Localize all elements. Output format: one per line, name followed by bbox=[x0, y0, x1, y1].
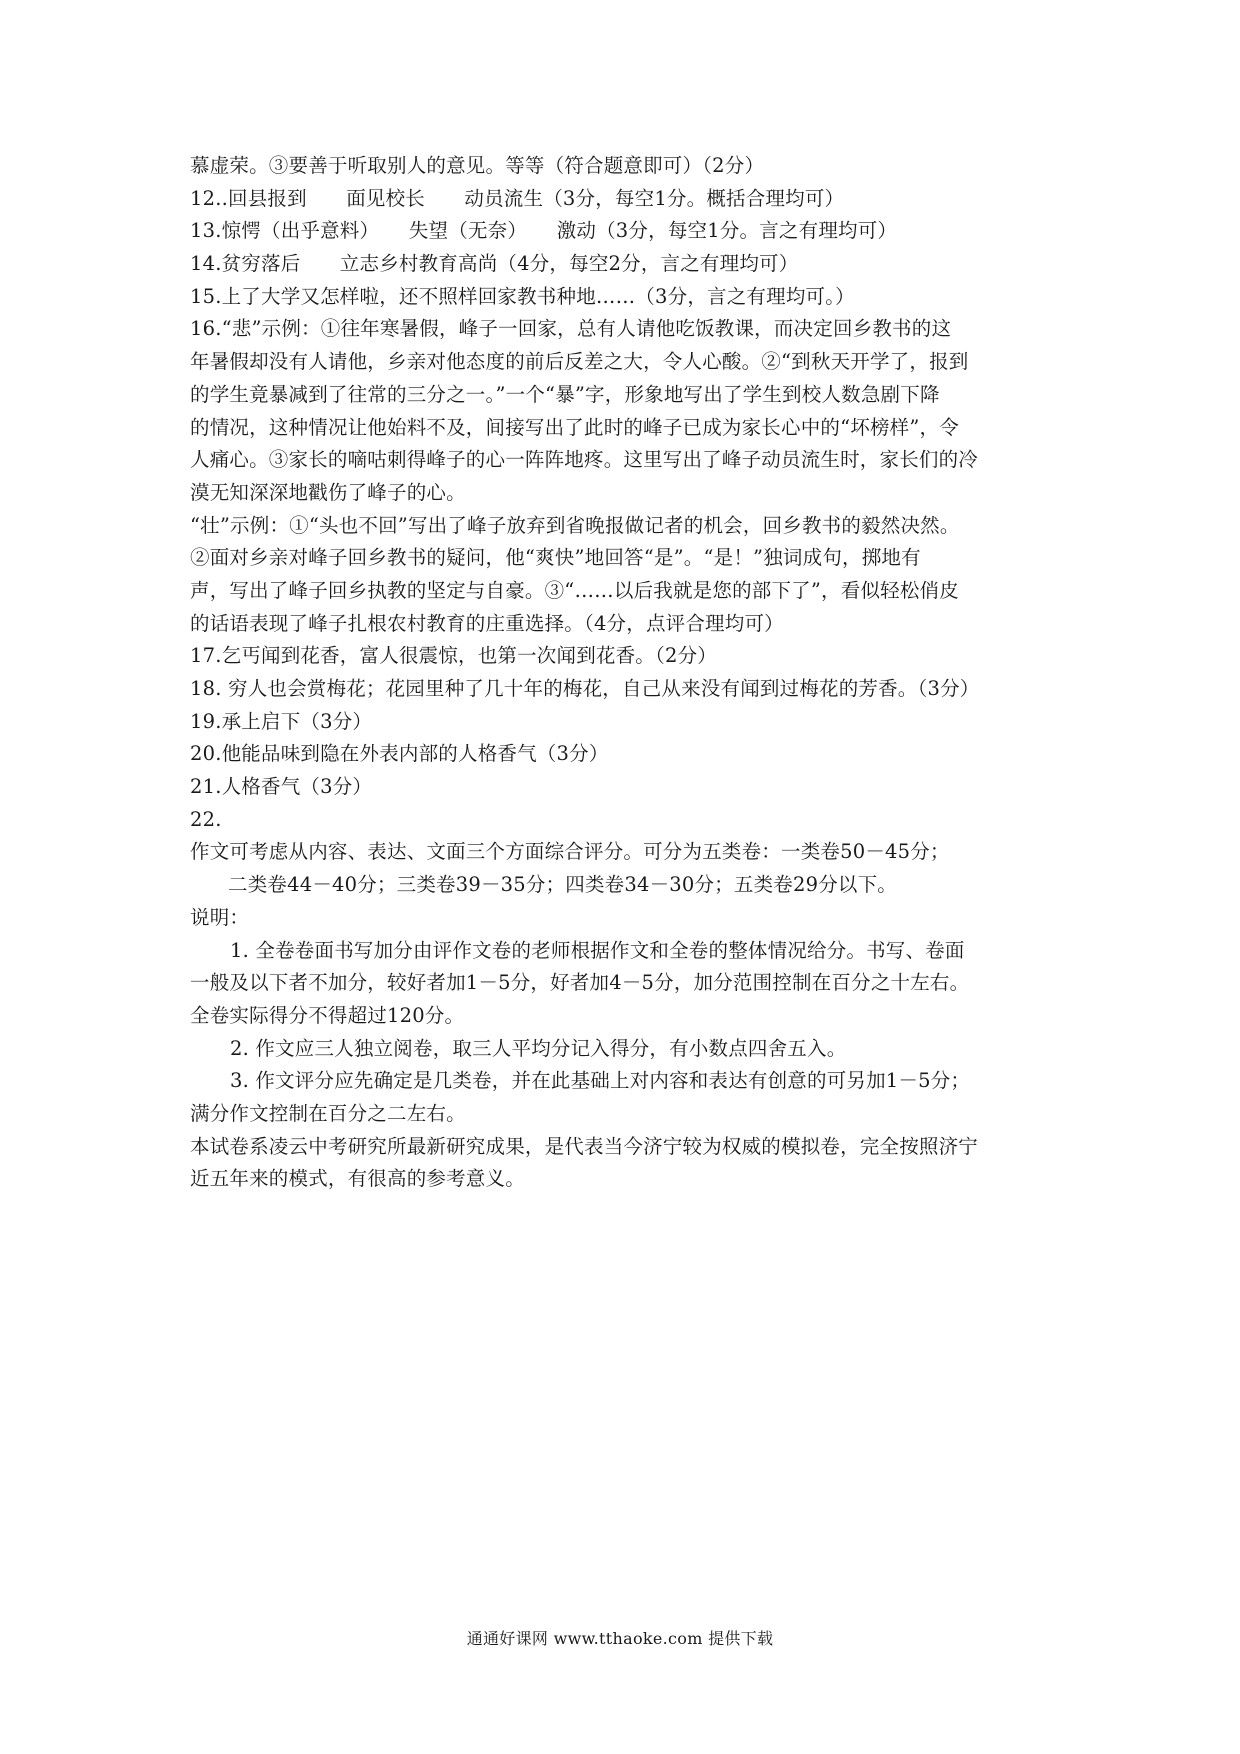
disclaimer-line: 近五年来的模式，有很高的参考意义。 bbox=[190, 1167, 525, 1191]
answer-18: 18. 穷人也会赏梅花；花园里种了几十年的梅花，自己从来没有闻到过梅花的芳香。（3分） bbox=[190, 677, 980, 700]
note-item: 1. 全卷卷面书写加分由评作文卷的老师根据作文和全卷的整体情况给分。书写、卷面 bbox=[230, 938, 965, 962]
text-line: 全卷实际得分不得超过120分。 bbox=[190, 1003, 465, 1027]
text-line: 年暑假却没有人请他，乡亲对他态度的前后反差之大，令人心酸。②“到秋天开学了，报到 bbox=[190, 350, 969, 374]
text-line: 满分作文控制在百分之二左右。 bbox=[190, 1101, 466, 1125]
note-item: 2. 作文应三人独立阅卷，取三人平均分记入得分，有小数点四舍五入。 bbox=[230, 1036, 847, 1060]
answer-20: 20.他能品味到隐在外表内部的人格香气（3分） bbox=[190, 742, 609, 766]
text-line: 的话语表现了峰子扎根农村教育的庄重选择。（4分，点评合理均可） bbox=[190, 611, 784, 635]
page-footer: 通通好课网 www.tthaoke.com 提供下载 bbox=[466, 1629, 774, 1648]
text-line: 一般及以下者不加分，较好者加1－5分，好者加4－5分，加分范围控制在百分之十左右。 bbox=[190, 971, 970, 995]
text-line: 作文可考虑从内容、表达、文面三个方面综合评分。可分为五类卷：一类卷50－45分； bbox=[190, 840, 950, 864]
text-line: “壮”示例：①“头也不回”写出了峰子放弃到省晚报做记者的机会，回乡教书的毅然决然。 bbox=[190, 513, 960, 537]
answer-14: 14.贫穷落后 立志乡村教育高尚（4分，每空2分，言之有理均可） bbox=[190, 252, 799, 276]
text-line: ②面对乡亲对峰子回乡教书的疑问，他“爽快”地回答“是”。“是！”独词成句，掷地有 bbox=[190, 546, 921, 570]
text-line: 漠无知深深地戳伤了峰子的心。 bbox=[190, 480, 466, 504]
text-line: 的学生竟暴减到了往常的三分之一。”一个“暴”字，形象地写出了学生到校人数急剧下降 bbox=[190, 382, 940, 406]
answer-22: 22. bbox=[190, 807, 222, 831]
disclaimer-line: 本试卷系凌云中考研究所最新研究成果，是代表当今济宁较为权威的模拟卷，完全按照济宁 bbox=[190, 1134, 979, 1158]
text-line: 人痛心。③家长的嘀咕刺得峰子的心一阵阵地疼。这里写出了峰子动员流生时，家长们的冷 bbox=[190, 448, 979, 472]
answer-15: 15.上了大学又怎样啦，还不照样回家教书种地……（3分，言之有理均可。） bbox=[190, 284, 855, 308]
answer-key-body bbox=[190, 150, 1060, 1196]
answer-17: 17.乞丐闻到花香，富人很震惊，也第一次闻到花香。（2分） bbox=[190, 644, 717, 668]
answer-16: 16.“悲”示例：①往年寒暑假，峰子一回家，总有人请他吃饭教课，而决定回乡教书的这 bbox=[190, 317, 952, 341]
text-line: 二类卷44－40分；三类卷39－35分；四类卷34－30分；五类卷29分以下。 bbox=[228, 873, 897, 897]
text-line: 的情况，这种情况让他始料不及，间接写出了此时的峰子已成为家长心中的“坏榜样”，令 bbox=[190, 415, 959, 439]
text-line: 声，写出了峰子回乡执教的坚定与自豪。③“……以后我就是您的部下了”，看似轻松俏皮 bbox=[190, 578, 959, 602]
notes-heading: 说明： bbox=[190, 905, 250, 929]
answer-21: 21.人格香气（3分） bbox=[190, 775, 373, 799]
answer-19: 19.承上启下（3分） bbox=[190, 709, 373, 733]
note-item: 3. 作文评分应先确定是几类卷，并在此基础上对内容和表达有创意的可另加1－5分； bbox=[230, 1069, 971, 1093]
text-line: 慕虚荣。③要善于听取别人的意见。等等（符合题意即可）（2分） bbox=[190, 154, 765, 177]
answer-13: 13.惊愕（出乎意料） 失望（无奈） 激动（3分，每空1分。言之有理均可） bbox=[190, 219, 898, 243]
answer-12: 12..回县报到 面见校长 动员流生（3分，每空1分。概括合理均可） bbox=[190, 186, 845, 210]
